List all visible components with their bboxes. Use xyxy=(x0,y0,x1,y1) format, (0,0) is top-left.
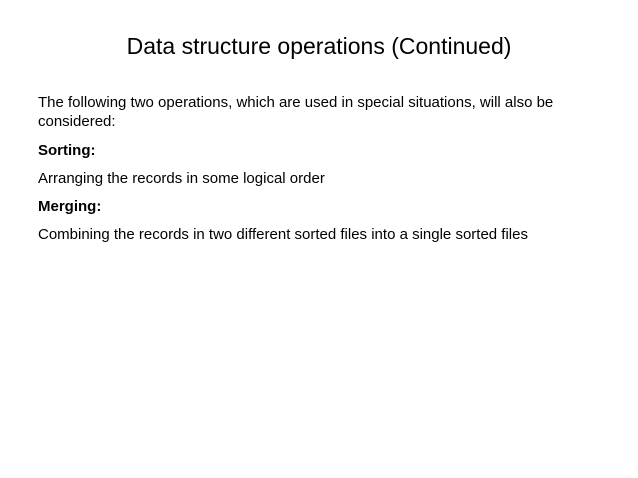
sorting-heading: Sorting: xyxy=(38,142,96,159)
slide-body xyxy=(38,93,608,253)
intro-text: The following two operations, which are used in special situations, will also be considered: xyxy=(38,94,554,130)
merging-heading: Merging: xyxy=(38,198,102,215)
slide-title: Data structure operations (Continued) xyxy=(126,33,512,59)
merging-description: Combining the records in two different sorted files into a single sorted files xyxy=(38,226,528,243)
sorting-description: Arranging the records in some logical order xyxy=(38,170,325,187)
